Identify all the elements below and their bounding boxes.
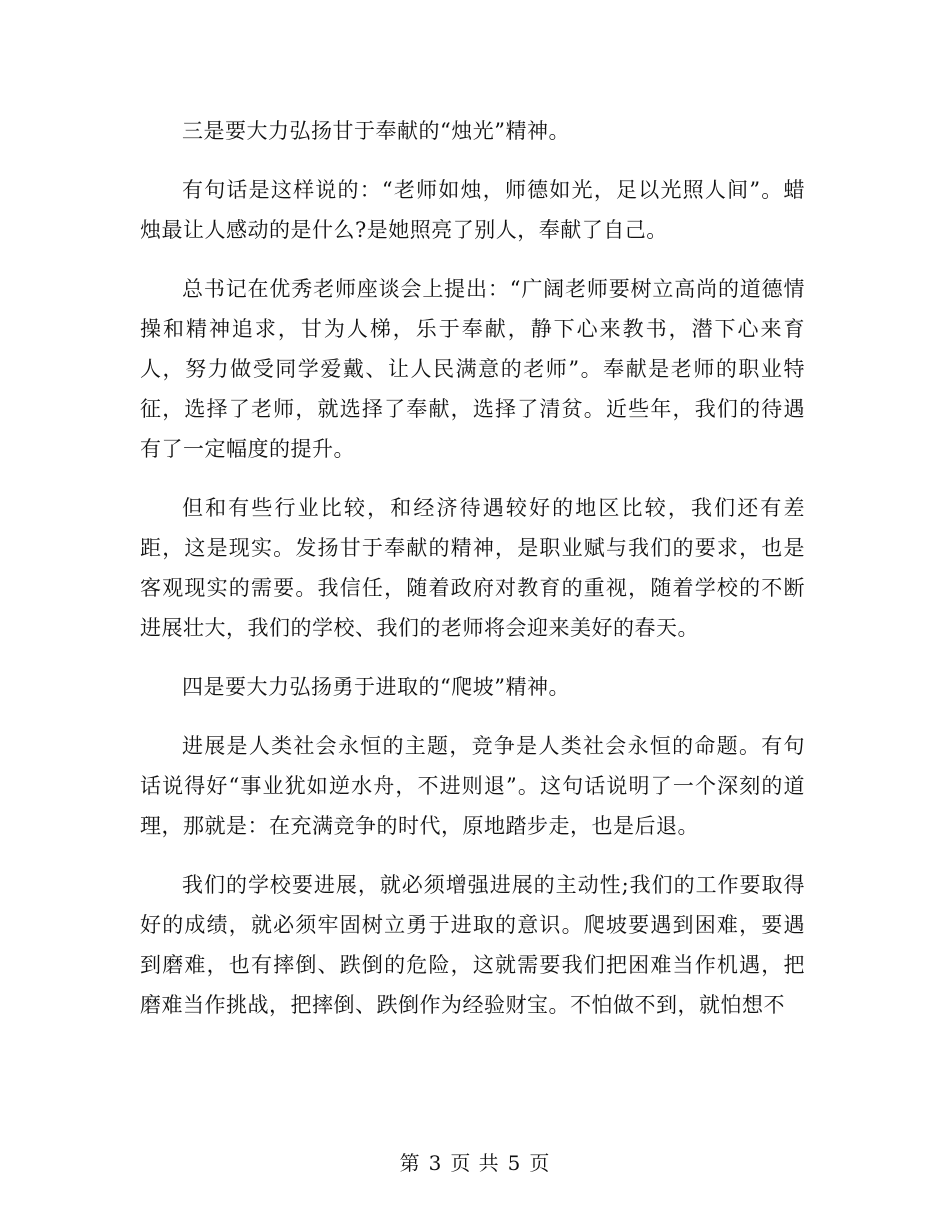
paragraph: 有句话是这样说的：“老师如烛，师德如光，足以光照人间”。蜡烛最让人感动的是什么?是她照亮了别人，奉献了自己。 bbox=[140, 178, 805, 242]
page-footer bbox=[0, 1148, 950, 1178]
paragraph: 总书记在优秀老师座谈会上提出：“广阔老师要树立高尚的道德情操和精神追求，甘为人梯，乐于奉献，静下心来教书，潜下心来育人，努力做受同学爱戴、让人民满意的老师”。奉献是老师的职业特征，选择了老师，就选择了奉献，选择了清贫。近些年，我们的待遇有了一定幅度的提升。 bbox=[140, 277, 805, 461]
page-label-suffix: 页 bbox=[529, 1151, 551, 1175]
paragraph: 四是要大力弘扬勇于进取的“爬坡”精神。 bbox=[182, 675, 570, 699]
document-body bbox=[140, 111, 805, 1044]
page-label-mid: 页 共 bbox=[450, 1151, 500, 1175]
paragraph: 我们的学校要进展，就必须增强进展的主动性;我们的工作要取得好的成绩，就必须牢固树立勇于进取的意识。爬坡要遇到困难，要遇到磨难，也有摔倒、跌倒的危险，这就需要我们把困难当作机遇，把磨难当作挑战，把摔倒、跌倒作为经验财宝。不怕做不到，就怕想不 bbox=[140, 873, 805, 1017]
paragraph: 进展是人类社会永恒的主题，竞争是人类社会永恒的命题。有句话说得好“事业犹如逆水舟，不进则退”。这句话说明了一个深刻的道理，那就是：在充满竞争的时代，原地踏步走，也是后退。 bbox=[140, 734, 805, 838]
paragraph: 但和有些行业比较，和经济待遇较好的地区比较，我们还有差距，这是现实。发扬甘于奉献的精神，是职业赋与我们的要求，也是客观现实的需要。我信任，随着政府对教育的重视，随着学校的不断进展壮大，我们的学校、我们的老师将会迎来美好的春天。 bbox=[140, 496, 805, 640]
current-page-number: 3 bbox=[428, 1151, 443, 1175]
page-label-prefix: 第 bbox=[399, 1151, 421, 1175]
total-pages-number: 5 bbox=[507, 1151, 522, 1175]
paragraph: 三是要大力弘扬甘于奉献的“烛光”精神。 bbox=[182, 119, 570, 143]
